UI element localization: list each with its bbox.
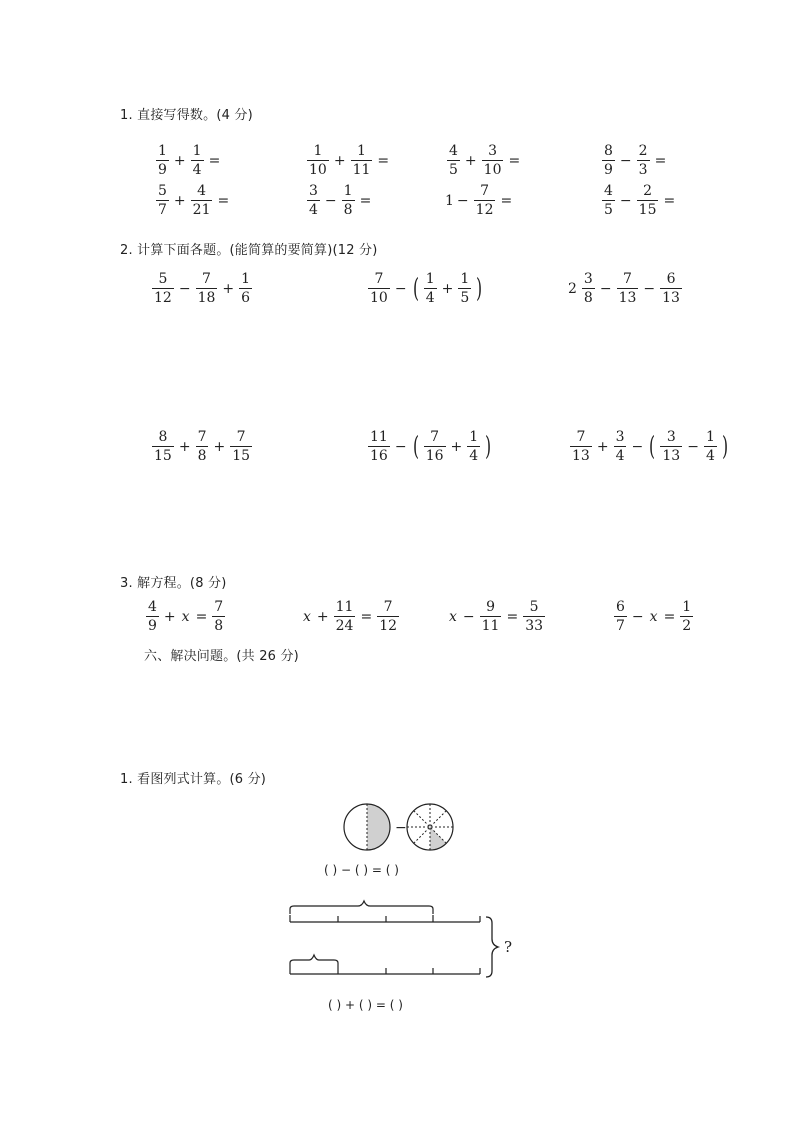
left-circle	[344, 804, 390, 850]
denominator: 21	[192, 202, 211, 218]
fraction	[191, 144, 204, 177]
numerator: 11	[335, 599, 354, 615]
operator: −	[394, 280, 407, 297]
numerator: 1	[469, 429, 479, 445]
denominator: 33	[525, 618, 544, 634]
whole-number: 2	[568, 280, 577, 297]
denominator: 4	[192, 162, 202, 178]
numerator: 7	[480, 183, 490, 199]
s1-r0-c0	[154, 144, 223, 177]
operator: −	[599, 280, 612, 297]
fraction	[660, 272, 682, 305]
operator: −	[178, 280, 191, 297]
fraction	[614, 600, 627, 633]
operator: =	[663, 608, 676, 625]
numerator: 7	[374, 271, 384, 287]
fraction	[617, 272, 639, 305]
fraction	[704, 430, 717, 463]
s3-c2	[446, 600, 547, 633]
s3-c0	[144, 600, 227, 633]
numerator: 1	[158, 143, 167, 159]
denominator: 7	[158, 202, 167, 218]
numerator: 7	[576, 429, 586, 445]
bar-diagram	[280, 895, 530, 985]
denominator: 4	[469, 448, 479, 464]
s2-r0-c2	[568, 272, 684, 305]
s2-r1-c2	[568, 430, 731, 463]
numerator: 4	[148, 599, 157, 615]
fraction	[614, 430, 627, 463]
numerator: 1	[343, 183, 353, 199]
operator: +	[450, 438, 463, 455]
numerator: 6	[666, 271, 676, 287]
denominator: 3	[638, 162, 648, 178]
variable: x	[303, 608, 311, 625]
numerator: 5	[158, 183, 167, 199]
operator: =	[506, 608, 519, 625]
parenthesis: (	[649, 431, 656, 462]
denominator: 9	[158, 162, 167, 178]
fraction	[230, 430, 252, 463]
denominator: 5	[449, 162, 458, 178]
numerator: 3	[666, 429, 676, 445]
numerator: 7	[214, 599, 224, 615]
operator: +	[464, 152, 477, 169]
fraction	[482, 144, 504, 177]
operator: +	[316, 608, 329, 625]
operator: =	[508, 152, 521, 169]
parenthesis: )	[485, 431, 492, 462]
circle-answer-blanks: ( ) − ( ) = ( )	[324, 863, 399, 877]
parenthesis: (	[412, 431, 419, 462]
fraction	[602, 184, 615, 217]
fraction	[602, 144, 615, 177]
fraction	[351, 144, 373, 177]
parenthesis: )	[721, 431, 728, 462]
right-brace	[486, 917, 498, 977]
denominator: 10	[483, 162, 502, 178]
section1-heading: 1. 直接写得数。(4 分)	[120, 108, 253, 123]
fraction	[368, 272, 390, 305]
denominator: 11	[352, 162, 371, 178]
operator: +	[178, 438, 191, 455]
bar-question-mark: ?	[504, 938, 513, 956]
fraction	[368, 430, 390, 463]
operator: −	[631, 608, 644, 625]
denominator: 5	[460, 290, 470, 306]
numerator: 1	[357, 143, 366, 159]
numerator: 9	[486, 599, 496, 615]
denominator: 13	[618, 290, 637, 306]
denominator: 4	[425, 290, 435, 306]
fraction	[146, 600, 159, 633]
numerator: 7	[236, 429, 246, 445]
denominator: 15	[154, 448, 172, 464]
s2-r0-c0	[150, 272, 254, 305]
operator: +	[333, 152, 346, 169]
numerator: 1	[460, 271, 470, 287]
numerator: 2	[643, 183, 653, 199]
fraction	[342, 184, 355, 217]
denominator: 2	[682, 618, 692, 634]
denominator: 8	[197, 448, 207, 464]
numerator: 1	[313, 143, 323, 159]
numerator: 4	[449, 143, 458, 159]
operator: =	[663, 192, 676, 209]
s1-r0-c1	[305, 144, 392, 177]
top-brace	[290, 901, 433, 914]
right-circle-shaded-slice	[430, 827, 446, 850]
s1-r0-c2	[445, 144, 523, 177]
operator: −	[631, 438, 644, 455]
s1-r0-c3	[600, 144, 669, 177]
numerator: 8	[604, 143, 613, 159]
number: 1	[445, 192, 454, 209]
s1-r1-c3	[600, 184, 678, 217]
s2-r0-c1	[366, 272, 485, 305]
fraction	[474, 184, 496, 217]
denominator: 13	[662, 290, 680, 306]
fraction	[196, 430, 209, 463]
operator: −	[687, 438, 699, 455]
denominator: 4	[309, 202, 318, 218]
fraction	[377, 600, 399, 633]
numerator: 7	[202, 271, 211, 287]
numerator: 3	[583, 271, 593, 287]
s1-r1-c0	[154, 184, 232, 217]
numerator: 1	[425, 271, 435, 287]
denominator: 12	[154, 290, 172, 306]
fraction	[523, 600, 545, 633]
numerator: 3	[488, 143, 498, 159]
fraction	[467, 430, 480, 463]
operator: +	[441, 280, 454, 297]
operator: +	[596, 438, 609, 455]
fraction	[156, 144, 169, 177]
numerator: 5	[529, 599, 539, 615]
numerator: 7	[383, 599, 393, 615]
fraction	[156, 184, 169, 217]
operator: −	[619, 152, 632, 169]
fraction	[196, 272, 218, 305]
fraction	[447, 144, 460, 177]
denominator: 13	[572, 448, 590, 464]
operator: +	[173, 192, 186, 209]
denominator: 10	[309, 162, 327, 178]
section2-heading: 2. 计算下面各题。(能简算的要简算)(12 分)	[120, 243, 378, 258]
s3-c3	[612, 600, 695, 633]
fraction	[637, 184, 659, 217]
numerator: 6	[616, 599, 625, 615]
denominator: 6	[241, 290, 251, 306]
denominator: 13	[662, 448, 681, 464]
fraction	[570, 430, 592, 463]
fraction	[424, 272, 437, 305]
operator: −	[643, 280, 656, 297]
fraction	[424, 430, 446, 463]
denominator: 24	[335, 618, 354, 634]
s1-r1-c1	[305, 184, 374, 217]
part6-heading: 六、解决问题。(共 26 分)	[144, 649, 299, 664]
denominator: 12	[379, 618, 398, 634]
denominator: 16	[425, 448, 444, 464]
denominator: 7	[616, 618, 625, 634]
fraction	[458, 272, 471, 305]
fraction	[239, 272, 252, 305]
fraction	[637, 144, 650, 177]
fraction	[660, 430, 682, 463]
operator: =	[217, 192, 230, 209]
parenthesis: (	[412, 273, 419, 304]
denominator: 16	[370, 448, 388, 464]
denominator: 10	[370, 290, 388, 306]
numerator: 7	[623, 271, 632, 287]
fraction	[480, 600, 502, 633]
right-circle	[407, 804, 453, 850]
circle-minus-sign: −	[395, 820, 407, 836]
variable: x	[649, 608, 658, 625]
numerator: 3	[615, 429, 625, 445]
fraction	[307, 144, 329, 177]
denominator: 11	[481, 618, 500, 634]
denominator: 8	[343, 202, 353, 218]
operator: −	[394, 438, 407, 455]
operator: =	[359, 192, 372, 209]
variable: x	[181, 608, 190, 625]
operator: =	[654, 152, 667, 169]
fraction	[680, 600, 693, 633]
operator: =	[360, 608, 373, 625]
operator: +	[213, 438, 226, 455]
numerator: 4	[197, 183, 207, 199]
denominator: 4	[705, 448, 715, 464]
operator: +	[173, 152, 186, 169]
denominator: 4	[615, 448, 625, 464]
fraction	[212, 600, 225, 633]
operator: =	[195, 608, 208, 625]
s2-r1-c1	[366, 430, 494, 463]
numerator: 7	[197, 429, 207, 445]
numerator: 5	[158, 271, 168, 287]
numerator: 11	[370, 429, 388, 445]
s1-r1-c2	[445, 184, 515, 217]
operator: =	[208, 152, 221, 169]
numerator: 1	[241, 271, 251, 287]
fraction	[582, 272, 595, 305]
bottom-brace	[290, 955, 338, 968]
operator: −	[462, 608, 475, 625]
denominator: 15	[638, 202, 657, 218]
numerator: 1	[192, 143, 202, 159]
denominator: 8	[214, 618, 224, 634]
bar-answer-blanks: ( ) + ( ) = ( )	[328, 998, 403, 1012]
operator: +	[222, 280, 235, 297]
denominator: 8	[583, 290, 593, 306]
s2-r1-c0	[150, 430, 254, 463]
operator: =	[500, 192, 513, 209]
denominator: 9	[604, 162, 613, 178]
numerator: 4	[604, 183, 613, 199]
operator: −	[324, 192, 337, 209]
operator: =	[377, 152, 390, 169]
operator: +	[163, 608, 176, 625]
fraction	[307, 184, 320, 217]
fraction	[334, 600, 356, 633]
fraction	[191, 184, 213, 217]
left-circle-shaded-half	[367, 804, 390, 850]
problem1-heading: 1. 看图列式计算。(6 分)	[120, 772, 267, 787]
operator: −	[456, 192, 469, 209]
numerator: 7	[430, 429, 440, 445]
numerator: 2	[638, 143, 648, 159]
denominator: 18	[197, 290, 216, 306]
numerator: 1	[682, 599, 692, 615]
denominator: 12	[475, 202, 494, 218]
circle-diagram	[330, 795, 470, 855]
parenthesis: )	[476, 273, 483, 304]
fraction	[152, 272, 174, 305]
operator: −	[619, 192, 632, 209]
numerator: 1	[705, 429, 715, 445]
denominator: 5	[604, 202, 613, 218]
s3-c1	[300, 600, 401, 633]
section3-heading: 3. 解方程。(8 分)	[120, 576, 227, 591]
numerator: 8	[158, 429, 168, 445]
numerator: 3	[309, 183, 318, 199]
variable: x	[449, 608, 457, 625]
denominator: 9	[148, 618, 157, 634]
denominator: 15	[232, 448, 251, 464]
fraction	[152, 430, 174, 463]
